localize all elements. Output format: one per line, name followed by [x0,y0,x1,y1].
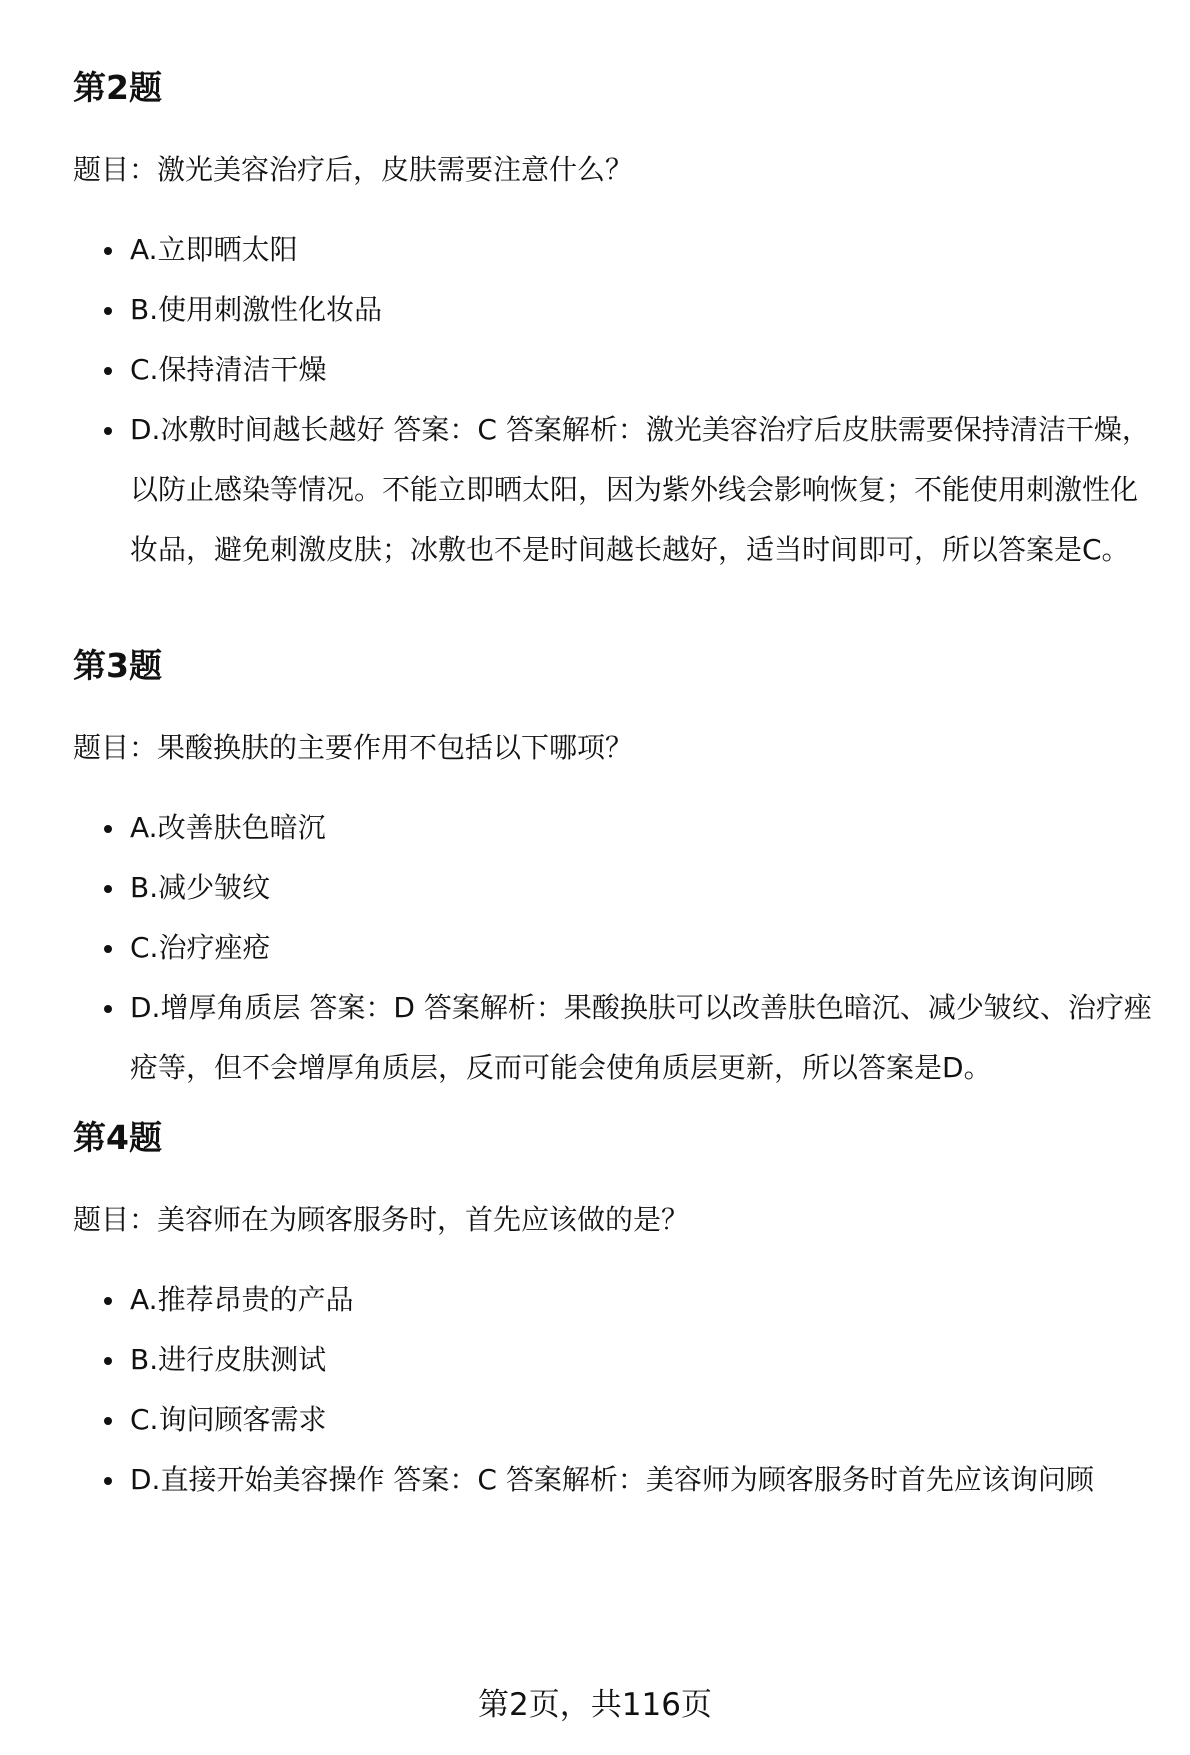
option-item: B.进行皮肤测试 [0,1330,1190,1390]
option-item-with-answer: D.冰敷时间越长越好 答案：C 答案解析：激光美容治疗后皮肤需要保持清洁干燥，以防止感染等情况。不能立即晒太阳，因为紫外线会影响恢复；不能使用刺激性化妆品，避免刺激皮肤；冰敷也不是时间越长越好，适当时间即可，所以答案是C。 [0,400,1190,580]
option-list [0,1270,1190,1510]
option-item: C.治疗痤疮 [0,918,1190,978]
option-item: A.立即晒太阳 [0,220,1190,280]
option-item: C.保持清洁干燥 [0,340,1190,400]
page-number-footer: 第2页，共116页 [478,1687,712,1723]
option-item: C.询问顾客需求 [0,1390,1190,1450]
question-prompt: 题目：果酸换肤的主要作用不包括以下哪项？ [73,731,634,764]
option-list [0,220,1190,580]
option-item-with-answer: D.直接开始美容操作 答案：C 答案解析：美容师为顾客服务时首先应该询问顾 [0,1450,1190,1510]
question-heading: 第3题 [73,646,162,685]
option-item: B.使用刺激性化妆品 [0,280,1190,340]
question-prompt: 题目：美容师在为顾客服务时，首先应该做的是？ [73,1203,690,1236]
question-heading: 第2题 [73,68,162,107]
option-item-with-answer: D.增厚角质层 答案：D 答案解析：果酸换肤可以改善肤色暗沉、减少皱纹、治疗痤疮等，但不会增厚角质层，反而可能会使角质层更新，所以答案是D。 [0,978,1190,1098]
option-item: B.减少皱纹 [0,858,1190,918]
option-list [0,798,1190,1098]
question-prompt: 题目：激光美容治疗后，皮肤需要注意什么？ [73,153,634,186]
option-item: A.推荐昂贵的产品 [0,1270,1190,1330]
question-heading: 第4题 [73,1118,162,1157]
option-item: A.改善肤色暗沉 [0,798,1190,858]
